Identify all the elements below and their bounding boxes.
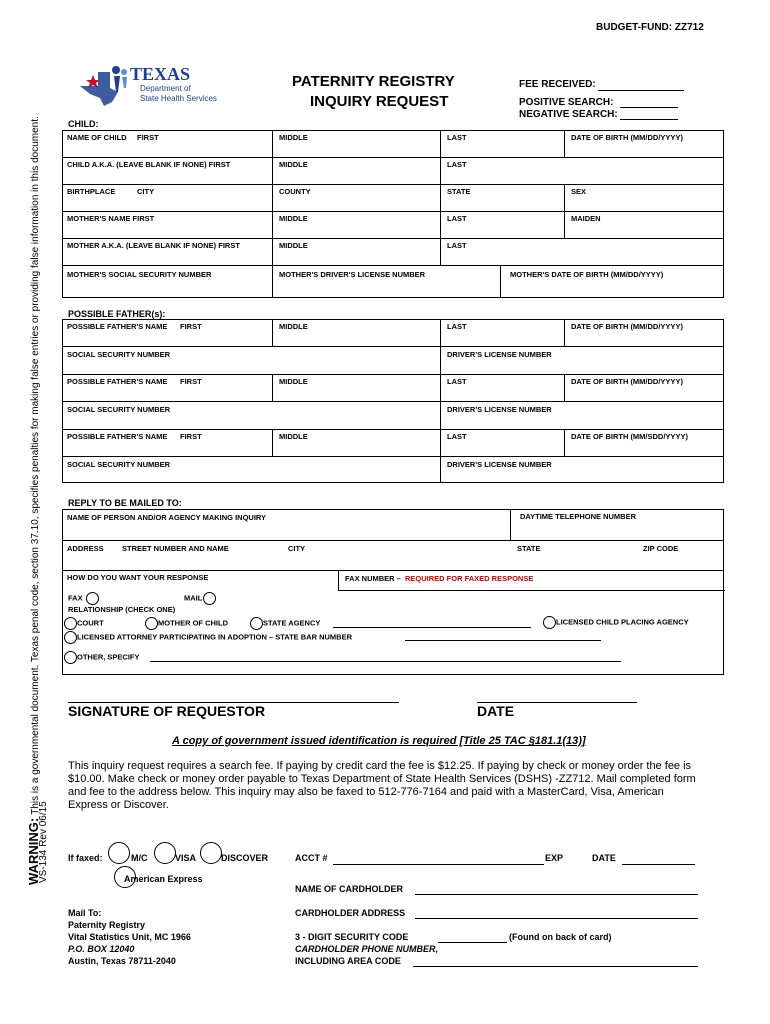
birthplace-city-label: CITY [137, 187, 155, 196]
exp-label: EXP [545, 853, 564, 863]
bar-number-line[interactable] [405, 640, 601, 641]
mother-middle-label: MIDDLE [279, 214, 308, 223]
mother-aka-last-label: LAST [447, 241, 467, 250]
cardholder-phone-line2: INCLUDING AREA CODE [295, 956, 401, 966]
reply-address-label: ADDRESS [67, 544, 104, 553]
lcpa-label: LICENSED CHILD PLACING AGENCY [556, 617, 689, 627]
mail-to-heading: Mail To: [68, 908, 102, 918]
security-note: (Found on back of card) [509, 932, 612, 942]
father1-dob-label: DATE OF BIRTH (MM/DD/YYYY) [571, 322, 683, 331]
mc-radio[interactable] [108, 842, 130, 864]
mother-dl-label: MOTHER'S DRIVER'S LICENSE NUMBER [279, 270, 426, 279]
reply-heading: REPLY TO BE MAILED TO: [68, 498, 182, 508]
warning-label: WARNING: [26, 817, 41, 885]
cardholder-address-line[interactable] [415, 918, 698, 919]
amex-label: American Express [124, 874, 203, 884]
signature-label: SIGNATURE OF REQUESTOR [68, 703, 266, 719]
security-code-label: 3 - DIGIT SECURITY CODE [295, 932, 409, 942]
mother-ssn-label: MOTHER'S SOCIAL SECURITY NUMBER [67, 270, 212, 279]
birthplace-county-label: COUNTY [279, 187, 311, 196]
visa-radio[interactable] [154, 842, 176, 864]
father1-name-label: POSSIBLE FATHER'S NAME [67, 322, 168, 331]
reply-state-label: STATE [517, 544, 541, 553]
reply-street-label: STREET NUMBER AND NAME [122, 544, 229, 553]
mother-aka-row[interactable] [62, 238, 724, 266]
father2-middle-label: MIDDLE [279, 377, 308, 386]
other-line[interactable] [150, 661, 621, 662]
mail-to-line4: Austin, Texas 78711-2040 [68, 956, 176, 966]
father3-first-label: FIRST [180, 432, 202, 441]
mail-to-line1: Paternity Registry [68, 920, 146, 930]
fee-received-line[interactable] [598, 90, 684, 91]
reply-city-label: CITY [288, 544, 306, 553]
side-warning [26, 116, 41, 885]
child-last-label: LAST [447, 133, 467, 142]
father2-dob-label: DATE OF BIRTH (MM/DD/YYYY) [571, 377, 683, 386]
father3-middle-label: MIDDLE [279, 432, 308, 441]
cardholder-address-label: CARDHOLDER ADDRESS [295, 908, 406, 918]
fax-option-label: FAX [68, 593, 83, 603]
reply-response-row[interactable] [62, 570, 724, 603]
court-radio[interactable] [64, 617, 77, 630]
fathers-heading: POSSIBLE FATHER(s): [68, 309, 166, 319]
child-heading: CHILD: [68, 119, 99, 129]
cardholder-name-label: NAME OF CARDHOLDER [295, 884, 403, 894]
child-aka-last-label: LAST [447, 160, 467, 169]
date-label: DATE [477, 703, 515, 719]
reply-how-label: HOW DO YOU WANT YOUR RESPONSE [67, 573, 209, 582]
reply-zip-label: ZIP CODE [643, 544, 679, 553]
texas-logo-icon [78, 58, 138, 108]
mother-dob-label: MOTHER'S DATE OF BIRTH (MM/DD/YYYY) [510, 270, 664, 279]
acct-label: ACCT # [295, 853, 328, 863]
budget-fund: BUDGET-FUND: ZZ712 [596, 22, 704, 33]
child-sex-label: SEX [571, 187, 587, 196]
court-option[interactable] [64, 617, 104, 630]
mail-option[interactable] [184, 592, 216, 605]
attorney-radio[interactable] [64, 631, 77, 644]
payment-date-label: DATE [592, 853, 616, 863]
child-name-row[interactable] [62, 130, 724, 158]
other-radio[interactable] [64, 651, 77, 664]
negative-search-label: NEGATIVE SEARCH: [519, 109, 618, 120]
father2-name-label: POSSIBLE FATHER'S NAME [67, 377, 168, 386]
relationship-label: RELATIONSHIP (CHECK ONE) [68, 605, 176, 614]
father1-last-label: LAST [447, 322, 467, 331]
attorney-option[interactable] [64, 631, 352, 644]
logo-dept-line2: State Health Services [140, 94, 217, 103]
mother-name-label: MOTHER'S NAME FIRST [67, 214, 155, 223]
child-aka-label: CHILD A.K.A. (LEAVE BLANK IF NONE) FIRST [67, 160, 231, 169]
logo-texas: TEXAS [130, 64, 191, 84]
mail-to-line2: Vital Statistics Unit, MC 1966 [68, 932, 191, 942]
father2-dl-label: DRIVER'S LICENSE NUMBER [447, 405, 552, 414]
other-option[interactable] [64, 651, 140, 664]
lcpa-option[interactable] [543, 616, 689, 629]
father1-dl-label: DRIVER'S LICENSE NUMBER [447, 350, 552, 359]
mother-ids-row[interactable] [62, 265, 724, 298]
cardholder-phone-line1: CARDHOLDER PHONE NUMBER, [295, 944, 439, 954]
logo-dept-line1: Department of [140, 84, 191, 93]
father2-last-label: LAST [447, 377, 467, 386]
mother-radio[interactable] [145, 617, 158, 630]
mother-name-row[interactable] [62, 211, 724, 239]
father1-name-row[interactable] [62, 319, 724, 347]
father2-first-label: FIRST [180, 377, 202, 386]
lcpa-radio[interactable] [543, 616, 556, 629]
id-notice: A copy of government issued identification is required [Title 25 TAC §181.1(13)] [172, 735, 586, 747]
fax-required-label: REQUIRED FOR FAXED RESPONSE [405, 574, 534, 583]
cardholder-phone-line[interactable] [413, 966, 698, 967]
child-middle-label: MIDDLE [279, 133, 308, 142]
mother-aka-middle-label: MIDDLE [279, 241, 308, 250]
attorney-label: LICENSED ATTORNEY PARTICIPATING IN ADOPTION – STATE BAR NUMBER [77, 632, 353, 642]
visa-label: VISA [175, 853, 197, 863]
father2-name-row[interactable] [62, 374, 724, 402]
birthplace-label: BIRTHPLACE [67, 187, 116, 196]
if-faxed-label: If faxed: [68, 853, 103, 863]
mail-to-line3: P.O. BOX 12040 [68, 944, 135, 954]
positive-search-line[interactable] [620, 107, 678, 108]
mother-label: MOTHER OF CHILD [158, 618, 228, 628]
fax-number-label: FAX NUMBER – [345, 574, 401, 583]
payment-date-line[interactable] [622, 864, 695, 865]
reply-name-row[interactable] [62, 509, 724, 541]
warning-text: This is a governmental document. Texas penal code, section 37.10, specifies penalties for making false entries or providing false information in this document. [30, 116, 41, 815]
father3-dl-label: DRIVER'S LICENSE NUMBER [447, 460, 552, 469]
fax-radio[interactable] [86, 592, 99, 605]
father2-ids-row[interactable] [62, 401, 724, 430]
form-title-line1: PATERNITY REGISTRY [292, 73, 455, 90]
child-first-label: FIRST [137, 133, 159, 142]
fax-option[interactable] [68, 592, 99, 605]
instructions: This inquiry request requires a search fee. If paying by credit card the fee is $12.25. If paying by check or money order the fee is $10.00. Make check or money order payable to Texas Department of State Health Services (DSHS) -ZZ712. Mail completed form and fee to the address below. This inquiry may also be faxed to 512-776-7164 and paid with a MasterCard, Visa, American Express or Discover. [68, 760, 696, 811]
agency-option[interactable] [250, 617, 320, 630]
reply-name-label: NAME OF PERSON AND/OR AGENCY MAKING INQUIRY [67, 513, 267, 522]
father1-first-label: FIRST [180, 322, 202, 331]
court-label: COURT [77, 618, 104, 628]
reply-phone-label: DAYTIME TELEPHONE NUMBER [520, 512, 636, 521]
discover-label: DISCOVER [221, 853, 269, 863]
cardholder-name-line[interactable] [415, 894, 698, 895]
reply-address-row[interactable] [62, 540, 724, 571]
mail-radio[interactable] [203, 592, 216, 605]
fee-received-label: FEE RECEIVED: [519, 79, 596, 90]
father1-middle-label: MIDDLE [279, 322, 308, 331]
mother-aka-label: MOTHER A.K.A. (LEAVE BLANK IF NONE) FIRST [67, 241, 240, 250]
positive-search-label: POSITIVE SEARCH: [519, 97, 614, 108]
father2-ssn-label: SOCIAL SECURITY NUMBER [67, 405, 171, 414]
security-code-line[interactable] [438, 942, 507, 943]
father3-name-label: POSSIBLE FATHER'S NAME [67, 432, 168, 441]
other-label: OTHER, SPECIFY [77, 652, 140, 662]
form-title-line2: INQUIRY REQUEST [310, 93, 449, 110]
discover-radio[interactable] [200, 842, 222, 864]
child-birthplace-row[interactable] [62, 184, 724, 212]
father3-dob-label: DATE OF BIRTH (MM/SDD/YYYY) [571, 432, 688, 441]
child-aka-middle-label: MIDDLE [279, 160, 308, 169]
mother-last-label: LAST [447, 214, 467, 223]
mc-label: M/C [131, 853, 148, 863]
child-name-label: NAME OF CHILD [67, 133, 127, 142]
form-id: VS-134 Rev 06/15 [38, 801, 49, 883]
father3-last-label: LAST [447, 432, 467, 441]
father3-name-row[interactable] [62, 429, 724, 457]
father1-ssn-label: SOCIAL SECURITY NUMBER [67, 350, 171, 359]
birthplace-state-label: STATE [447, 187, 471, 196]
father1-ids-row[interactable] [62, 346, 724, 375]
agency-line[interactable] [333, 627, 531, 628]
father3-ssn-label: SOCIAL SECURITY NUMBER [67, 460, 171, 469]
mother-maiden-label: MAIDEN [571, 214, 601, 223]
acct-line[interactable] [333, 864, 544, 865]
dshs-logo [78, 58, 228, 108]
child-aka-row[interactable] [62, 157, 724, 185]
father3-ids-row[interactable] [62, 456, 724, 483]
mother-option[interactable] [145, 617, 228, 630]
agency-radio[interactable] [250, 617, 263, 630]
mail-option-label: MAIL [184, 593, 203, 603]
agency-label: STATE AGENCY [263, 618, 321, 628]
negative-search-line[interactable] [620, 119, 678, 120]
child-dob-label: DATE OF BIRTH (MM/DD/YYYY) [571, 133, 683, 142]
